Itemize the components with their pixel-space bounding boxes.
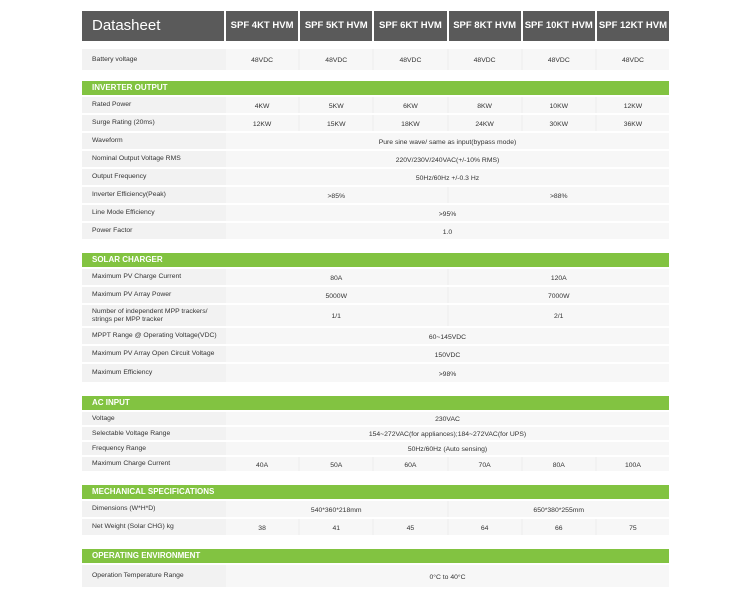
- row-label: Rated Power: [92, 101, 132, 109]
- row-label: Number of independent MPP trackers/ strings per MPP tracker: [92, 308, 208, 323]
- cell: 4KW: [226, 97, 298, 113]
- model-column-header: SPF 12KT HVM: [597, 11, 669, 41]
- datasheet-header: [82, 11, 669, 41]
- cell: 1/1: [226, 305, 447, 326]
- max-open-circuit-row: [82, 346, 669, 362]
- dimensions-row: [82, 501, 669, 517]
- max-charge-current-row: [82, 457, 669, 471]
- line-mode-efficiency-row: [82, 205, 669, 221]
- cell: 8KW: [449, 97, 521, 113]
- row-label: Operation Temperature Range: [92, 572, 184, 580]
- temperature-range-row: [82, 565, 669, 587]
- cell: 154~272VAC(for appliances);184~272VAC(for UPS): [226, 427, 669, 440]
- mppt-range-row: [82, 328, 669, 344]
- cell: 48VDC: [449, 49, 521, 70]
- row-label: Voltage: [92, 414, 115, 422]
- cell: 650*380*255mm: [449, 501, 670, 517]
- row-label: Net Weight (Solar CHG) kg: [92, 523, 174, 531]
- cell: 100A: [597, 457, 669, 471]
- datasheet-title: Datasheet: [82, 11, 224, 41]
- cell: 40A: [226, 457, 298, 471]
- row-label: Output Frequency: [92, 173, 147, 181]
- datasheet-table: [82, 11, 669, 587]
- cell: 48VDC: [300, 49, 372, 70]
- cell: 80A: [226, 269, 447, 285]
- max-pv-power-row: [82, 287, 669, 303]
- net-weight-row: [82, 519, 669, 535]
- max-pv-current-row: [82, 269, 669, 285]
- cell: 220V/230V/240VAC(+/-10% RMS): [226, 151, 669, 167]
- waveform-row: [82, 133, 669, 149]
- section-ac-input: AC INPUT: [82, 396, 669, 410]
- mppt-trackers-row: [82, 305, 669, 326]
- cell: 45: [374, 519, 446, 535]
- cell: 10KW: [523, 97, 595, 113]
- cell: 38: [226, 519, 298, 535]
- cell: 7000W: [449, 287, 670, 303]
- cell: 50Hz/60Hz (Auto sensing): [226, 442, 669, 455]
- cell: 12KW: [226, 115, 298, 131]
- cell: 24KW: [449, 115, 521, 131]
- cell: 540*360*218mm: [226, 501, 447, 517]
- section-operating-environment: OPERATING ENVIRONMENT: [82, 549, 669, 563]
- cell: 0°C to 40°C: [226, 565, 669, 587]
- cell: 50Hz/60Hz +/-0.3 Hz: [226, 169, 669, 185]
- model-column-header: SPF 10KT HVM: [523, 11, 595, 41]
- row-label: Frequency Range: [92, 444, 147, 452]
- max-efficiency-row: [82, 364, 669, 382]
- cell: 5KW: [300, 97, 372, 113]
- cell: 120A: [449, 269, 670, 285]
- cell: 150VDC: [226, 346, 669, 362]
- cell: >85%: [226, 187, 447, 203]
- row-label: Maximum PV Array Power: [92, 291, 172, 299]
- cell: 66: [523, 519, 595, 535]
- battery-voltage-row: [82, 49, 669, 70]
- surge-rating-row: [82, 115, 669, 131]
- row-label: MPPT Range @ Operating Voltage(VDC): [92, 332, 217, 340]
- row-label: Maximum Efficiency: [92, 369, 153, 377]
- inverter-efficiency-row: [82, 187, 669, 203]
- model-column-header: SPF 5KT HVM: [300, 11, 372, 41]
- selectable-voltage-row: [82, 427, 669, 440]
- output-frequency-row: [82, 169, 669, 185]
- cell: >98%: [226, 364, 669, 382]
- cell: 15KW: [300, 115, 372, 131]
- cell: 48VDC: [523, 49, 595, 70]
- cell: 48VDC: [374, 49, 446, 70]
- row-label: Battery voltage: [92, 55, 138, 63]
- row-label: Line Mode Efficiency: [92, 209, 155, 217]
- cell: 6KW: [374, 97, 446, 113]
- cell: 18KW: [374, 115, 446, 131]
- row-label: Maximum PV Array Open Circuit Voltage: [92, 350, 215, 358]
- row-label: Nominal Output Voltage RMS: [92, 155, 181, 163]
- row-label: Maximum Charge Current: [92, 460, 171, 468]
- rated-power-row: [82, 97, 669, 113]
- row-label: Dimensions (W*H*D): [92, 505, 156, 513]
- model-column-header: SPF 6KT HVM: [374, 11, 446, 41]
- row-label: Maximum PV Charge Current: [92, 273, 182, 281]
- frequency-range-row: [82, 442, 669, 455]
- cell: 64: [449, 519, 521, 535]
- cell: 50A: [300, 457, 372, 471]
- row-label: Surge Rating (20ms): [92, 119, 155, 127]
- cell: 30KW: [523, 115, 595, 131]
- nominal-voltage-row: [82, 151, 669, 167]
- section-mechanical: MECHANICAL SPECIFICATIONS: [82, 485, 669, 499]
- cell: 60~145VDC: [226, 328, 669, 344]
- cell: 36KW: [597, 115, 669, 131]
- ac-voltage-row: [82, 412, 669, 425]
- cell: 2/1: [449, 305, 670, 326]
- cell: 60A: [374, 457, 446, 471]
- cell: 80A: [523, 457, 595, 471]
- cell: 230VAC: [226, 412, 669, 425]
- cell: 12KW: [597, 97, 669, 113]
- cell: 70A: [449, 457, 521, 471]
- cell: 5000W: [226, 287, 447, 303]
- section-solar-charger: SOLAR CHARGER: [82, 253, 669, 267]
- row-label: Power Factor: [92, 227, 133, 235]
- cell: 75: [597, 519, 669, 535]
- cell: Pure sine wave/ same as input(bypass mode): [226, 133, 669, 149]
- cell: 41: [300, 519, 372, 535]
- section-inverter-output: INVERTER OUTPUT: [82, 81, 669, 95]
- model-column-header: SPF 8KT HVM: [449, 11, 521, 41]
- cell: 1.0: [226, 223, 669, 239]
- row-label: Waveform: [92, 137, 123, 145]
- row-label: Selectable Voltage Range: [92, 429, 171, 437]
- power-factor-row: [82, 223, 669, 239]
- cell: >95%: [226, 205, 669, 221]
- cell: 48VDC: [226, 49, 298, 70]
- model-column-header: SPF 4KT HVM: [226, 11, 298, 41]
- row-label: Inverter Efficiency(Peak): [92, 191, 166, 199]
- cell: 48VDC: [597, 49, 669, 70]
- cell: >88%: [449, 187, 670, 203]
